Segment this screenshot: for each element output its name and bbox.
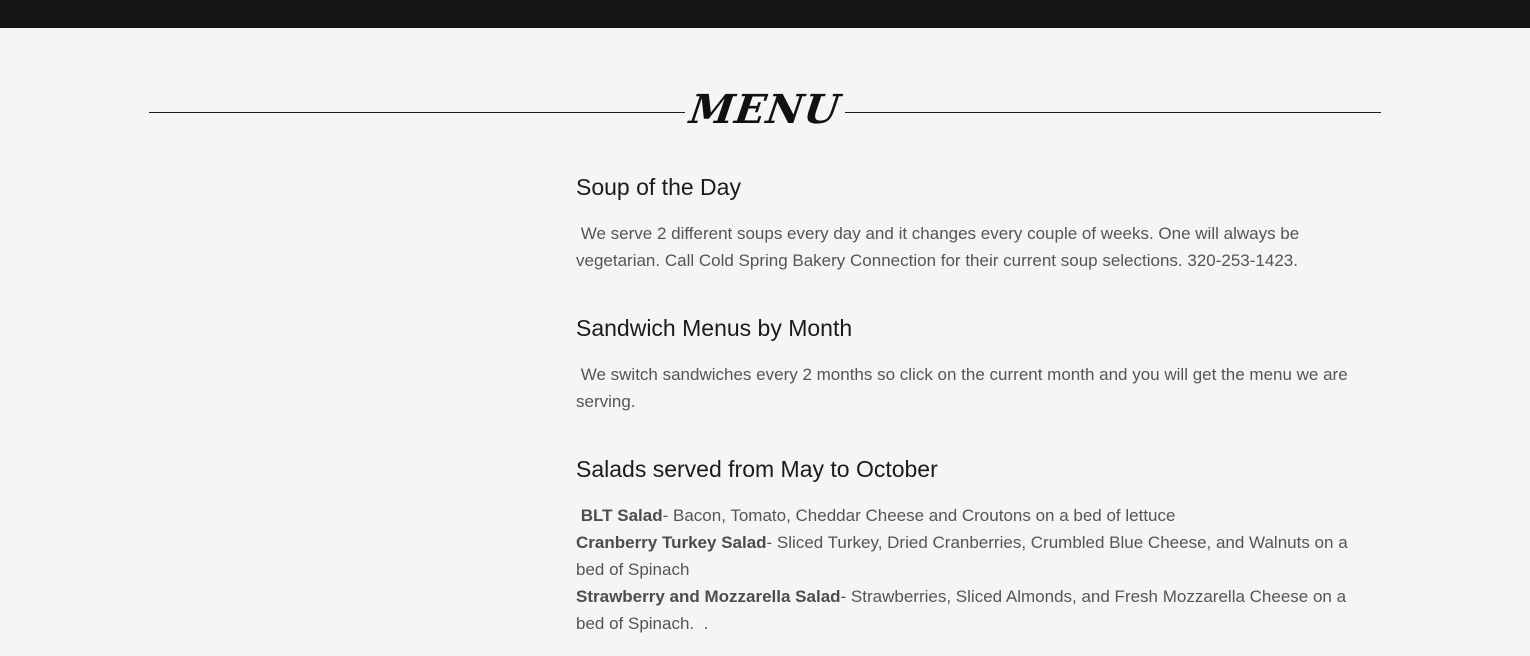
header-divider-left	[149, 112, 685, 113]
section-soup-of-the-day	[576, 168, 1366, 274]
salad-item	[576, 529, 1366, 583]
menu-title: MENU	[686, 86, 844, 133]
salad-description: - Bacon, Tomato, Cheddar Cheese and Croutons on a bed of lettuce	[662, 506, 1176, 525]
salad-item	[576, 583, 1366, 637]
section-heading: Soup of the Day	[576, 174, 741, 200]
top-navigation-bar	[0, 0, 1530, 28]
section-salads	[576, 450, 1366, 637]
salad-name: Cranberry Turkey Salad	[576, 533, 767, 552]
section-body: We serve 2 different soups every day and it changes every couple of weeks. One will always be vegetarian. Call Cold Spring Bakery Connection for their current soup selections. 320-253-1423.	[576, 224, 1304, 270]
salad-item	[576, 502, 1366, 529]
section-body: We switch sandwiches every 2 months so click on the current month and you will get the menu we are serving.	[576, 365, 1353, 411]
menu-header	[149, 80, 1381, 144]
salad-description: - Sliced Turkey, Dried Cranberries, Crumbled Blue Cheese, and Walnuts on a bed of Spinach	[576, 533, 1348, 579]
section-sandwich-menus	[576, 309, 1366, 415]
menu-content	[576, 168, 1366, 637]
salad-name: Strawberry and Mozzarella Salad	[576, 587, 841, 606]
salad-name: BLT Salad	[576, 506, 663, 525]
salad-list	[576, 502, 1366, 637]
section-heading: Salads served from May to October	[576, 456, 938, 482]
header-divider-right	[845, 112, 1381, 113]
section-heading: Sandwich Menus by Month	[576, 315, 853, 341]
salad-description: - Strawberries, Sliced Almonds, and Fresh Mozzarella Cheese on a bed of Spinach. .	[576, 587, 1351, 633]
